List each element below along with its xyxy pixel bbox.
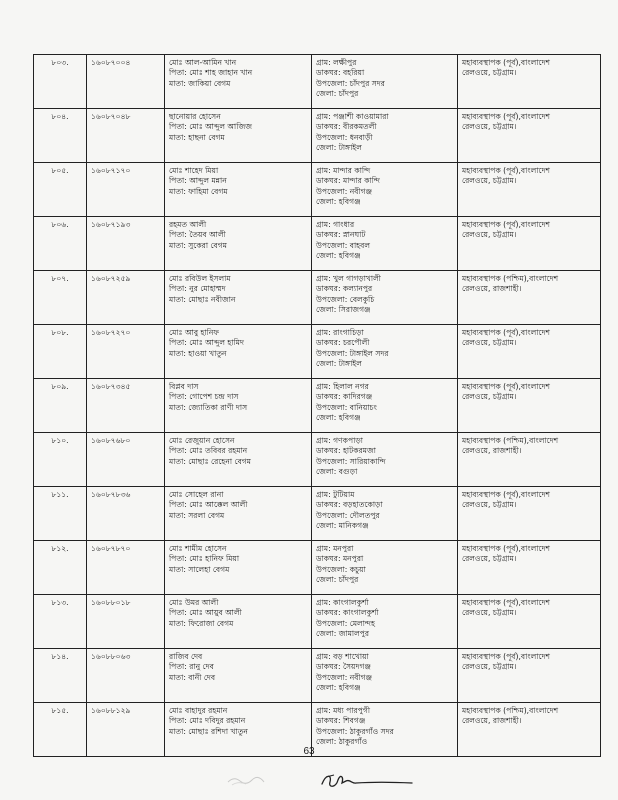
roll-cell	[87, 433, 165, 487]
serial-cell	[34, 271, 87, 325]
address-upazila: উপজেলা: ধনবাড়ী	[316, 132, 373, 142]
name-cell	[165, 541, 312, 595]
address-postoffice: ডাকঘর: কাদিরগঞ্জ	[316, 392, 373, 402]
posting-cell	[458, 271, 601, 325]
address-postoffice: ডাকঘর: চরপৌলী	[316, 338, 370, 348]
candidate-name: মোঃ শামীম হোসেন	[169, 544, 227, 553]
roll-cell	[87, 325, 165, 379]
name-cell	[165, 271, 312, 325]
address-cell	[312, 433, 458, 487]
mother-name: মাতা: সরলা বেগম	[169, 510, 225, 520]
posting-cell	[458, 109, 601, 163]
faint-stamp-mark	[226, 772, 266, 788]
address-district: জেলা: ঠাকুরগাঁও	[316, 737, 368, 747]
name-cell	[165, 595, 312, 649]
address-district: জেলা: বগুড়া	[316, 467, 358, 477]
roll-number: ১৬০৮৭১৯৩	[91, 220, 131, 229]
candidate-name: মোঃ সোহেল রানা	[169, 490, 224, 499]
address-cell	[312, 109, 458, 163]
table-row	[34, 433, 601, 487]
roll-cell	[87, 271, 165, 325]
roll-number: ১৬০৮৮১২৯	[91, 706, 131, 715]
address-postoffice: ডাকঘর: কল্যানপুর	[316, 284, 373, 294]
roll-cell	[87, 541, 165, 595]
roll-cell	[87, 379, 165, 433]
candidate-name: মোঃ রেজুয়ান হোসেন	[169, 436, 235, 445]
serial-number: ৮০৮.	[51, 328, 69, 337]
address-village: গ্রাম: পঞ্জাশী কাওয়ামারা	[316, 112, 389, 121]
table-row	[34, 325, 601, 379]
address-cell	[312, 163, 458, 217]
address-cell	[312, 217, 458, 271]
mother-name: মাতা: সুকেরা বেগম	[169, 240, 227, 250]
address-cell	[312, 55, 458, 109]
serial-cell	[34, 649, 87, 703]
candidate-name: মোঃ আবু হানিফ	[169, 328, 219, 337]
posting-location: রেলওয়ে, চট্টগ্রাম।	[462, 608, 517, 618]
mother-name: মাতা: জ্যোতিকা রাণী দাস	[169, 402, 248, 412]
posting-cell	[458, 541, 601, 595]
father-name: পিতা: মোঃ আব্দুল আজিজ	[169, 122, 253, 132]
father-name: পিতা: তৈয়ব আলী	[169, 230, 226, 240]
posting-office: মহাব্যবস্থাপক (পশ্চিম),বাংলাদেশ	[462, 436, 559, 445]
candidate-name: রহমত আলী	[169, 220, 207, 229]
serial-number: ৮১৪.	[51, 652, 69, 661]
address-district: জেলা: চাঁদপুর	[316, 89, 359, 99]
posting-cell	[458, 163, 601, 217]
address-upazila: উপজেলা: চাঁদপুর সদর	[316, 78, 385, 88]
posting-office: মহাব্যবস্থাপক (পূর্ব),বাংলাদেশ	[462, 58, 550, 67]
address-postoffice: ডাকঘর: শিবগঞ্জ	[316, 716, 366, 726]
mother-name: মাতা: মোছাঃ নবীজান	[169, 294, 236, 304]
posting-cell	[458, 379, 601, 433]
serial-cell	[34, 55, 87, 109]
address-postoffice: ডাকঘর: বীরকমতলী	[316, 122, 377, 132]
mother-name: মাতা: মোছাঃ রেহেনা বেগম	[169, 456, 252, 466]
table-row	[34, 541, 601, 595]
serial-cell	[34, 595, 87, 649]
roll-number: ১৬০৮৮০১৮	[91, 598, 131, 607]
roll-cell	[87, 163, 165, 217]
address-postoffice: ডাকঘর: স্নানঘাট	[316, 230, 366, 240]
serial-number: ৮০৯.	[51, 382, 69, 391]
address-district: জেলা: সিরাজগঞ্জ	[316, 305, 371, 315]
father-name: পিতা: মোঃ তবিবর রহমান	[169, 446, 248, 456]
serial-number: ৮০৭.	[51, 274, 69, 283]
address-district: জেলা: মানিকগঞ্জ	[316, 521, 369, 531]
roll-number: ১৬০৮৭২৭০	[91, 328, 131, 337]
posting-office: মহাব্যবস্থাপক (পূর্ব),বাংলাদেশ	[462, 166, 550, 175]
roll-cell	[87, 55, 165, 109]
posting-office: মহাব্যবস্থাপক (পূর্ব),বাংলাদেশ	[462, 382, 550, 391]
table-row	[34, 595, 601, 649]
name-cell	[165, 379, 312, 433]
posting-location: রেলওয়ে, রাজশাহী।	[462, 446, 522, 456]
address-upazila: উপজেলা: নবীগঞ্জ	[316, 672, 373, 682]
name-cell	[165, 649, 312, 703]
serial-number: ৮০৪.	[51, 112, 69, 121]
address-cell	[312, 649, 458, 703]
posting-cell	[458, 55, 601, 109]
address-postoffice: ডাকঘর: বড়হাতকোড়া	[316, 500, 383, 510]
posting-cell	[458, 595, 601, 649]
candidate-name: রাজিব দেব	[169, 652, 203, 661]
posting-office: মহাব্যবস্থাপক (পূর্ব),বাংলাদেশ	[462, 328, 550, 337]
table-row	[34, 487, 601, 541]
table-row	[34, 271, 601, 325]
posting-office: মহাব্যবস্থাপক (পূর্ব),বাংলাদেশ	[462, 544, 550, 553]
address-cell	[312, 487, 458, 541]
serial-number: ৮১০.	[51, 436, 69, 445]
address-upazila: উপজেলা: ঠাকুরগাঁও সদর	[316, 726, 394, 736]
father-name: পিতা: মোঃ আয়ুব আলী	[169, 608, 242, 618]
table-row	[34, 163, 601, 217]
name-cell	[165, 325, 312, 379]
mother-name: মাতা: মোছাঃ রশিদা খাতুন	[169, 726, 248, 736]
address-postoffice: ডাকঘর: সৈয়দগঞ্জ	[316, 662, 371, 672]
address-village: গ্রাম: মান্দার কান্দি	[316, 166, 371, 175]
mother-name: মাতা: জাকিয়া বেগম	[169, 78, 231, 88]
posting-location: রেলওয়ে, চট্টগ্রাম।	[462, 500, 517, 510]
name-cell	[165, 55, 312, 109]
candidate-name: মোঃ রবিউল ইসলাম	[169, 274, 231, 283]
serial-cell	[34, 325, 87, 379]
father-name: পিতা: মোঃ আক্কেল আলী	[169, 500, 248, 510]
posting-cell	[458, 649, 601, 703]
roll-number: ১৬০৮৭৩৪৫	[91, 382, 131, 391]
address-upazila: উপজেলা: সারিয়াকান্দি	[316, 456, 386, 466]
address-upazila: উপজেলা: নবীগঞ্জ	[316, 186, 373, 196]
address-village: গ্রাম: লক্ষীপুর	[316, 58, 357, 67]
father-name: পিতা: মোঃ দবিদুর রহমান	[169, 716, 246, 726]
address-postoffice: ডাকঘর: মনপুরা	[316, 554, 364, 564]
name-cell	[165, 487, 312, 541]
serial-number: ৮০৫.	[51, 166, 69, 175]
posting-cell	[458, 217, 601, 271]
roll-number: ১৬০৮৭২৫৯	[91, 274, 131, 283]
posting-office: মহাব্যবস্থাপক (পূর্ব),বাংলাদেশ	[462, 220, 550, 229]
table-row	[34, 55, 601, 109]
roll-cell	[87, 487, 165, 541]
posting-office: মহাব্যবস্থাপক (পশ্চিম),বাংলাদেশ	[462, 706, 559, 715]
roll-cell	[87, 109, 165, 163]
mother-name: মাতা: হাওয়া খাতুন	[169, 348, 227, 358]
father-name: পিতা: আব্দুল মন্নান	[169, 176, 227, 186]
address-postoffice: ডাকঘর: হাটকরমজা	[316, 446, 376, 456]
candidate-table	[33, 54, 601, 757]
address-district: জেলা: হবিগঞ্জ	[316, 683, 361, 693]
address-postoffice: ডাকঘর: কাংগালকুর্শা	[316, 608, 379, 618]
address-village: গ্রাম: বড় শাখোয়া	[316, 652, 369, 661]
candidate-name: ছানোয়ার হোসেন	[169, 112, 221, 121]
mother-name: মাতা: বানী দেব	[169, 672, 216, 682]
roll-number: ১৬০৮৭৮৩৬	[91, 490, 131, 499]
father-name: পিতা: মোঃ শাহ জাহান খান	[169, 68, 253, 78]
posting-location: রেলওয়ে, রাজশাহী।	[462, 716, 522, 726]
serial-number: ৮১২.	[51, 544, 69, 553]
address-cell	[312, 595, 458, 649]
father-name: পিতা: নুর মোহাম্মদ	[169, 284, 226, 294]
serial-cell	[34, 163, 87, 217]
address-village: গ্রাম: টুটিয়াম	[316, 490, 355, 499]
candidate-name: মোঃ উমর আলী	[169, 598, 219, 607]
mother-name: মাতা: ফিরোজা বেগম	[169, 618, 234, 628]
address-village: গ্রাম: মধ্য পারপুগী	[316, 706, 371, 715]
posting-office: মহাব্যবস্থাপক (পূর্ব),বাংলাদেশ	[462, 652, 550, 661]
address-cell	[312, 379, 458, 433]
posting-cell	[458, 487, 601, 541]
posting-office: মহাব্যবস্থাপক (পশ্চিম),বাংলাদেশ	[462, 274, 559, 283]
serial-cell	[34, 379, 87, 433]
roll-cell	[87, 595, 165, 649]
posting-location: রেলওয়ে, চট্টগ্রাম।	[462, 122, 517, 132]
serial-cell	[34, 541, 87, 595]
roll-cell	[87, 649, 165, 703]
posting-office: মহাব্যবস্থাপক (পূর্ব),বাংলাদেশ	[462, 112, 550, 121]
table-row	[34, 379, 601, 433]
signature-mark	[316, 770, 416, 792]
posting-location: রেলওয়ে, চট্টগ্রাম।	[462, 662, 517, 672]
candidate-name: মোঃ আল-আমিন খান	[169, 58, 237, 67]
address-district: জেলা: হবিগঞ্জ	[316, 251, 361, 261]
father-name: পিতা: গোপেশ চন্দ্র দাস	[169, 392, 239, 402]
serial-cell	[34, 487, 87, 541]
address-village: গ্রাম: গাংধার	[316, 220, 355, 229]
name-cell	[165, 163, 312, 217]
address-upazila: উপজেলা: টাঙ্গাইল সদর	[316, 348, 389, 358]
posting-location: রেলওয়ে, চট্টগ্রাম।	[462, 230, 517, 240]
address-village: গ্রাম: কাংগালকুর্শা	[316, 598, 369, 607]
table-row	[34, 649, 601, 703]
address-postoffice: ডাকঘর: মান্দার কান্দি	[316, 176, 381, 186]
address-cell	[312, 271, 458, 325]
address-district: জেলা: জামালপুর	[316, 629, 370, 639]
mother-name: মাতা: হাছনা বেগম	[169, 132, 225, 142]
roll-number: ১৬০৮৭৮৭০	[91, 544, 131, 553]
address-village: গ্রাম: গণকপাড়া	[316, 436, 363, 445]
posting-cell	[458, 325, 601, 379]
serial-number: ৮০৩.	[51, 58, 69, 67]
serial-number: ৮১৫.	[51, 706, 69, 715]
address-upazila: উপজেলা: বানিয়াচং	[316, 402, 377, 412]
candidate-name: বিপ্লব দাস	[169, 382, 199, 391]
page-number: 63	[303, 746, 315, 757]
posting-office: মহাব্যবস্থাপক (পূর্ব),বাংলাদেশ	[462, 598, 550, 607]
roll-number: ১৬০৮৭৬৮০	[91, 436, 131, 445]
table-row	[34, 109, 601, 163]
name-cell	[165, 433, 312, 487]
candidate-name: মোঃ শাহেদ মিয়া	[169, 166, 219, 175]
mother-name: মাতা: ফাহিমা বেগম	[169, 186, 228, 196]
posting-location: রেলওয়ে, চট্টগ্রাম।	[462, 176, 517, 186]
posting-location: রেলওয়ে, চট্টগ্রাম।	[462, 554, 517, 564]
roll-cell	[87, 217, 165, 271]
address-village: গ্রাম: খুল গাগড়াখালী	[316, 274, 381, 283]
roll-number: ১৬০৮৭১৭০	[91, 166, 131, 175]
address-district: জেলা: হবিগঞ্জ	[316, 413, 361, 423]
table-body	[34, 55, 601, 757]
address-district: জেলা: টাঙ্গাইল	[316, 359, 362, 369]
address-cell	[312, 541, 458, 595]
serial-cell	[34, 217, 87, 271]
address-upazila: উপজেলা: কচুয়া	[316, 564, 366, 574]
serial-number: ৮১১.	[51, 490, 69, 499]
candidate-name: মোঃ বাহাদুর রহমান	[169, 706, 228, 715]
roll-number: ১৬০৮৮০৬৩	[91, 652, 131, 661]
serial-number: ৮১৩.	[51, 598, 69, 607]
address-village: গ্রাম: মনপুরা	[316, 544, 354, 553]
table-row	[34, 217, 601, 271]
address-postoffice: ডাকঘর: বহরিয়া	[316, 68, 365, 78]
serial-cell	[34, 109, 87, 163]
address-district: জেলা: চাঁদপুর	[316, 575, 359, 585]
roll-number: ১৬০৮৭০৪৮	[91, 112, 131, 121]
serial-number: ৮০৬.	[51, 220, 69, 229]
address-village: গ্রাম: রাংগাচিড়া	[316, 328, 364, 337]
address-village: গ্রাম: হিলাল নগর	[316, 382, 369, 391]
father-name: পিতা: রানু দেব	[169, 662, 214, 672]
posting-location: রেলওয়ে, চট্টগ্রাম।	[462, 392, 517, 402]
posting-cell	[458, 433, 601, 487]
roll-number: ১৬০৮৭০০৪	[91, 58, 131, 67]
address-district: জেলা: টাঙ্গাইল	[316, 143, 362, 153]
father-name: পিতা: মোঃ আব্দুল হামিদ	[169, 338, 244, 348]
posting-location: রেলওয়ে, রাজশাহী।	[462, 284, 522, 294]
address-upazila: উপজেলা: দৌলতপুর	[316, 510, 380, 520]
name-cell	[165, 217, 312, 271]
father-name: পিতা: মোঃ হানিফ মিয়া	[169, 554, 240, 564]
address-cell	[312, 325, 458, 379]
address-upazila: উপজেলা: মেলান্দহ	[316, 618, 375, 628]
mother-name: মাতা: সালেহা বেগম	[169, 564, 230, 574]
address-district: জেলা: হবিগঞ্জ	[316, 197, 361, 207]
address-upazila: উপজেলা: বেলকুচি	[316, 294, 375, 304]
serial-cell	[34, 433, 87, 487]
posting-office: মহাব্যবস্থাপক (পূর্ব),বাংলাদেশ	[462, 490, 550, 499]
address-upazila: উপজেলা: বাহবল	[316, 240, 371, 250]
name-cell	[165, 109, 312, 163]
posting-location: রেলওয়ে, চট্টগ্রাম।	[462, 68, 517, 78]
posting-location: রেলওয়ে, চট্টগ্রাম।	[462, 338, 517, 348]
